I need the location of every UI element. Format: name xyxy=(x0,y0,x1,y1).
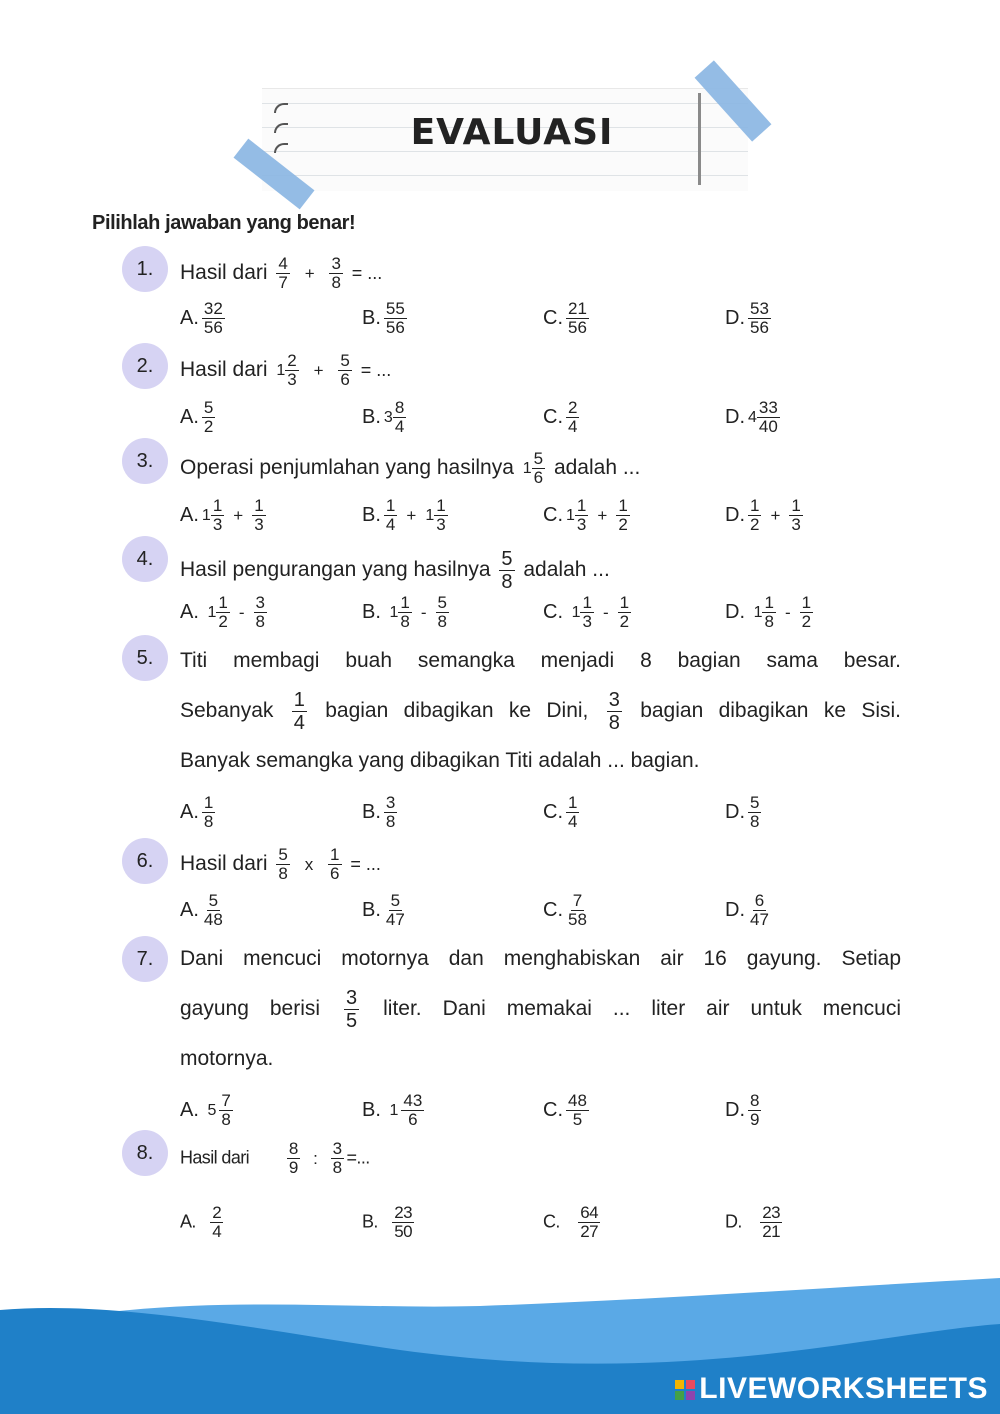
option-c[interactable]: C. 1 $\frac{1}{3}$ - $\frac{1}{2}$ xyxy=(543,593,630,631)
question-text: Hasil dari $\frac{5}{8}$ x $\frac{1}{6}$ = ... xyxy=(180,845,381,883)
option-c[interactable]: C. 1 $\frac{1}{3}$ + $\frac{1}{2}$ xyxy=(543,496,628,534)
option-d[interactable]: D. $\frac{1}{2}$ + $\frac{1}{3}$ xyxy=(725,496,801,534)
question-text: gayung berisi $\frac{3}{5}$ liter. Dani memakai ... liter air untuk mencuci xyxy=(180,986,901,1032)
ruled-line xyxy=(262,103,748,104)
option-a[interactable]: A. $\frac{5}{2}$ xyxy=(180,398,214,436)
option-a[interactable]: A. 1 $\frac{1}{2}$ - $\frac{3}{8}$ xyxy=(180,593,265,631)
question-text: Hasil pengurangan yang hasilnya $\frac{5}{8}$ adalah ... xyxy=(180,548,610,593)
option-d[interactable]: D. $\frac{5}{8}$ xyxy=(725,793,760,831)
question-number: 5. xyxy=(122,635,168,681)
option-a[interactable]: A. 5 $\frac{7}{8}$ xyxy=(180,1091,231,1129)
option-b[interactable]: B. $\frac{1}{4}$ + 1 $\frac{1}{3}$ xyxy=(362,496,446,534)
option-b[interactable]: B. 1 $\frac{1}{8}$ - $\frac{5}{8}$ xyxy=(362,593,447,631)
option-c[interactable]: C. $\frac{7}{58}$ xyxy=(543,891,587,929)
option-c[interactable]: C. $\frac{21}{56}$ xyxy=(543,299,587,337)
logo-mark-icon xyxy=(675,1374,695,1394)
option-c[interactable]: C. $\frac{2}{4}$ xyxy=(543,398,578,436)
liveworksheets-logo: LIVEWORKSHEETS xyxy=(675,1372,988,1406)
option-a[interactable]: A. $\frac{2}{4}$ xyxy=(180,1203,222,1241)
option-a[interactable]: A. $\frac{32}{56}$ xyxy=(180,299,223,337)
option-d[interactable]: D. $\frac{8}{9}$ xyxy=(725,1091,760,1129)
option-c[interactable]: C. $\frac{1}{4}$ xyxy=(543,793,578,831)
option-a[interactable]: A. $\frac{5}{48}$ xyxy=(180,891,223,929)
question-text: Dani mencuci motornya dan menghabiskan air 16 gayung. Setiap xyxy=(180,947,901,970)
question-number: 8. xyxy=(122,1130,168,1176)
question-text: Operasi penjumlahan yang hasilnya 1 $\frac{5}{6}$ adalah ... xyxy=(180,449,641,487)
question-number: 2. xyxy=(122,343,168,389)
option-b[interactable]: B. $\frac{3}{8}$ xyxy=(362,793,396,831)
option-c[interactable]: C. $\frac{64}{27}$ xyxy=(543,1203,598,1241)
option-b[interactable]: B. $\frac{23}{50}$ xyxy=(362,1203,412,1241)
option-b[interactable]: B. $\frac{5}{47}$ xyxy=(362,891,405,929)
question-text: Hasil dari 1 $\frac{2}{3}$ + $\frac{5}{6}$ = ... xyxy=(180,351,392,389)
question-number: 7. xyxy=(122,936,168,982)
question-number: 4. xyxy=(122,536,168,582)
page-title: EVALUASI xyxy=(410,112,614,153)
question-text: Hasil dari $\frac{4}{7}$ + $\frac{3}{8}$ = ... xyxy=(180,254,383,292)
question-text: motornya. xyxy=(180,1047,274,1070)
option-d[interactable]: D. 1 $\frac{1}{8}$ - $\frac{1}{2}$ xyxy=(725,593,812,631)
option-d[interactable]: D. $\frac{23}{21}$ xyxy=(725,1203,780,1241)
question-text: Banyak semangka yang dibagikan Titi adalah ... bagian. xyxy=(180,749,700,772)
question-text: Hasil dari $\frac{8}{9}$ : $\frac{3}{8}$ =... xyxy=(180,1139,370,1177)
option-b[interactable]: B. 3 $\frac{8}{4}$ xyxy=(362,398,405,436)
question-text: Titi membagi buah semangka menjadi 8 bagian sama besar. xyxy=(180,649,901,672)
question-text: Sebanyak $\frac{1}{4}$ bagian dibagikan ke Dini, $\frac{3}{8}$ bagian dibagikan ke Sisi. xyxy=(180,688,902,734)
question-number: 1. xyxy=(122,246,168,292)
option-a[interactable]: A. 1 $\frac{1}{3}$ + $\frac{1}{3}$ xyxy=(180,496,264,534)
instruction: Pilihlah jawaban yang benar! xyxy=(92,212,356,234)
option-d[interactable]: D. 4 $\frac{33}{40}$ xyxy=(725,398,778,436)
ruled-line xyxy=(262,175,748,176)
option-c[interactable]: C. $\frac{48}{5}$ xyxy=(543,1091,587,1129)
question-number: 3. xyxy=(122,438,168,484)
question-number: 6. xyxy=(122,838,168,884)
option-d[interactable]: D. $\frac{53}{56}$ xyxy=(725,299,769,337)
option-d[interactable]: D. $\frac{6}{47}$ xyxy=(725,891,769,929)
option-b[interactable]: B. $\frac{55}{56}$ xyxy=(362,299,405,337)
option-b[interactable]: B. 1 $\frac{43}{6}$ xyxy=(362,1091,423,1129)
option-a[interactable]: A. $\frac{1}{8}$ xyxy=(180,793,214,831)
